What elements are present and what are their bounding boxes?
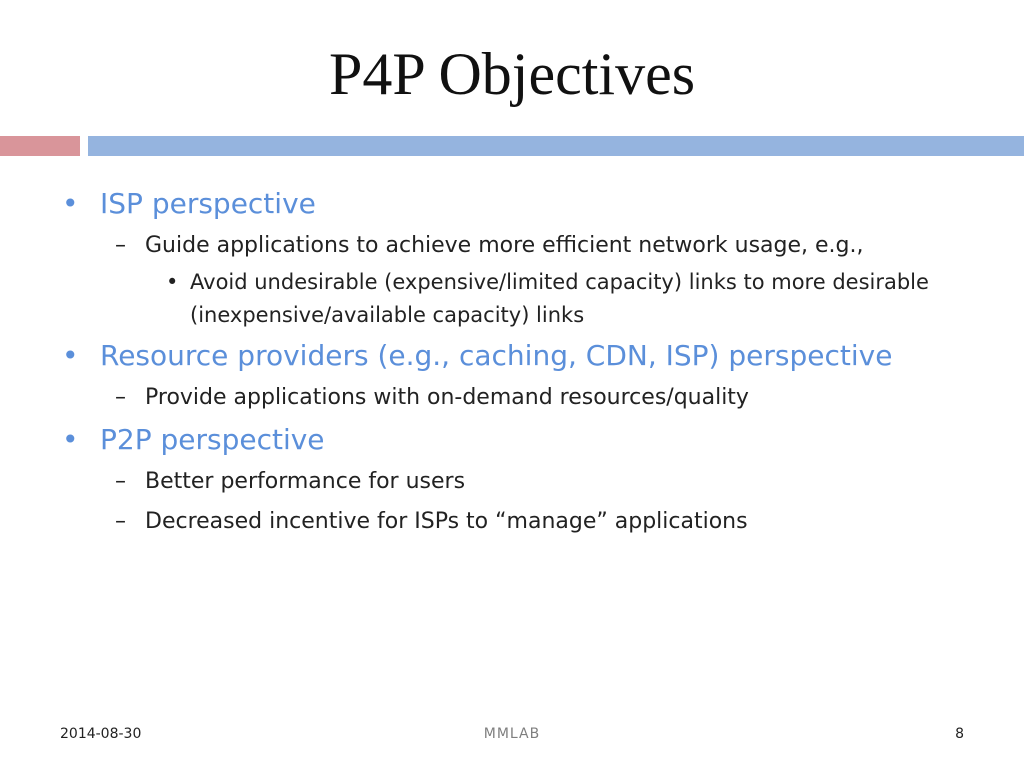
dash-marker: – [115,469,126,494]
accent-bar-right [88,136,1024,156]
sub-bullet-item [60,228,960,264]
sub-bullet-text: Better performance for users [145,469,466,494]
dash-marker: – [115,385,126,410]
bullet-marker: • [62,423,79,456]
sub-sub-bullet-text: Avoid undesirable (expensive/limited capacity) links to more desirable (inexpensive/available capacity) links [190,270,929,327]
page-number: 8 [955,726,964,742]
bullet-marker: • [166,270,179,294]
sub-bullet-item [60,380,960,416]
sub-sub-bullet-item [60,266,960,332]
sub-bullet-text: Provide applications with on-demand resources/quality [145,385,749,410]
slide-title: P4P Objectives [328,41,696,107]
dash-marker: – [115,233,126,258]
bullet-item [60,184,960,224]
bullet-list [60,180,960,540]
sub-bullet-text: Guide applications to achieve more efficient network usage, e.g., [145,233,864,258]
accent-bar-left [0,136,80,156]
footer-date: 2014-08-30 [60,726,142,742]
sub-bullet-text: Decreased incentive for ISPs to “manage” applications [145,509,748,534]
bullet-text: ISP perspective [100,187,316,220]
bullet-item [60,336,960,376]
sub-bullet-item [60,464,960,500]
bullet-item [60,420,960,460]
bullet-text: Resource providers (e.g., caching, CDN, ISP) perspective [100,339,893,372]
bullet-marker: • [62,339,79,372]
sub-bullet-item [60,504,960,540]
bullet-marker: • [62,187,79,220]
footer-label: MMLAB [483,726,541,742]
dash-marker: – [115,509,126,534]
bullet-text: P2P perspective [100,423,325,456]
